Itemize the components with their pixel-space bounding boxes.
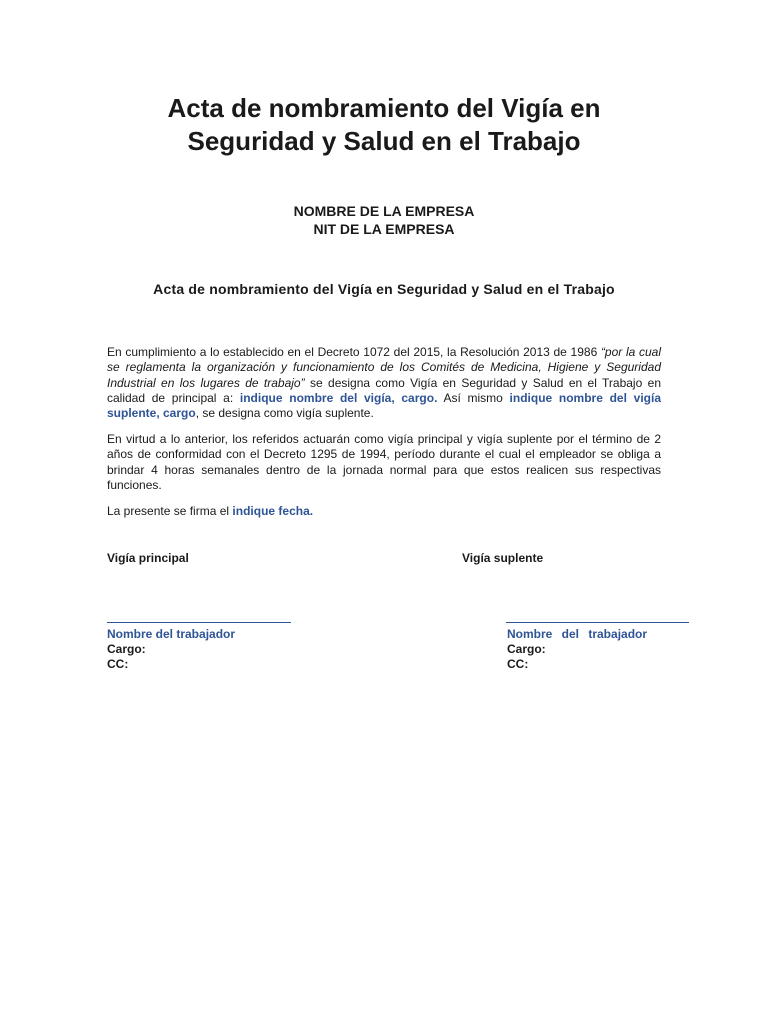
paragraph-term: En virtud a lo anterior, los referidos actuarán como vigía principal y vigía suplente por el término de 2 años de conformidad con el Decreto 1295 de 1994, período durante el cual el empleador se obliga a brindar 4 horas semanales dentro de la jornada normal para que estos realicen sus respectivas funciones. [107,432,661,492]
paragraph-designation [107,345,661,421]
worker-name-placeholder: Nombre del trabajador [107,627,236,641]
placeholder-fecha: indique fecha. [232,504,314,518]
company-name: NOMBRE DE LA EMPRESA [293,203,475,219]
title-line-2: Seguridad y Salud en el Trabajo [187,126,581,156]
paragraph1-text-c: Así mismo [437,390,510,405]
paragraph3-text: La presente se firma el [107,504,233,518]
paragraph1-text-b: se designa como Vigía en Seguridad y Salud en el Trabajo en calidad de principal a: [107,375,661,405]
cc-label: CC: [507,657,529,671]
cargo-label: Cargo: [507,642,546,656]
paragraph1-quote: “por la cual se reglamenta la organización y funcionamiento de los Comités de Medicina, Higiene y Seguridad Industrial en los lugares de trabajo” [107,345,661,390]
title-line-1: Acta de nombramiento del Vigía en [167,93,601,123]
cargo-label: Cargo: [107,642,146,656]
paragraph-signature-date [107,504,661,519]
signature-label-principal: Vigía principal [107,551,189,565]
placeholder-suplente: indique nombre del vigía suplente, cargo [107,390,661,421]
document-subtitle: Acta de nombramiento del Vigía en Seguridad y Salud en el Trabajo [153,281,615,297]
signature-block-principal [107,627,235,672]
company-header [100,202,668,238]
paragraph1-text-d: , se designa como vigía suplente. [195,406,374,421]
placeholder-principal: indique nombre del vigía, cargo. [239,390,438,405]
signature-line-suplente [506,622,689,623]
signature-block-suplente [507,627,647,672]
company-nit: NIT DE LA EMPRESA [313,221,455,237]
signature-label-suplente: Vigía suplente [462,551,544,565]
signature-line-principal [107,622,291,623]
paragraph1-text-a: En cumplimiento a lo establecido en el Decreto 1072 del 2015, la Resolución 2013 de 1986 [107,345,601,359]
cc-label: CC: [107,657,129,671]
document-title [100,92,668,158]
worker-name-placeholder: Nombre del trabajador [507,627,648,641]
